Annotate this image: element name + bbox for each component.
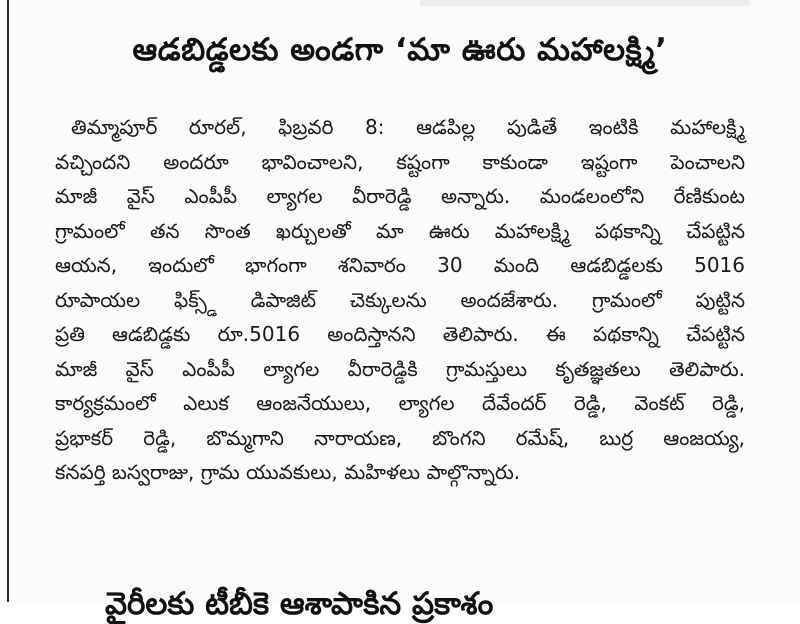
next-article-headline-text: వైరీలకు టీబీకె ఆశాపాకిన ప్రకాశం bbox=[105, 586, 494, 622]
body-line: మాజీ వైస్ ఎంపీపీ ల్యాగల వీరారెడ్డి అన్నారు. మండలంలోని రేణికుంట bbox=[55, 184, 745, 208]
body-line: వచ్చిందని అందరూ భావించాలని, కష్టంగా కాకుండా ఇష్టంగా పెంచాలని bbox=[55, 149, 745, 174]
body-line: ప్రతి ఆడబిడ్డకు రూ.5016 అందిస్తానని తెలిపారు. ఈ పథకాన్ని చేపట్టిన bbox=[55, 322, 745, 346]
body-line: కనపర్తి బస్వరాజు, గ్రామ యువకులు, మహిళలు పాల్గొన్నారు. bbox=[55, 460, 521, 484]
column-divider bbox=[7, 0, 9, 602]
body-line: తిమ్మాపూర్ రూరల్, ఫిబ్రవరి 8: ఆడపిల్ల పుడితే ఇంటికి మహాలక్ష్మి bbox=[71, 115, 745, 139]
previous-article-edge bbox=[420, 0, 750, 6]
next-article-headline bbox=[105, 578, 665, 622]
body-line: కార్యక్రమంలో ఎలుక ఆంజనేయులు, ల్యాగల దేవేందర్ రెడ్డి, వెంకట్ రెడ్డి, bbox=[55, 391, 745, 415]
article-body bbox=[55, 110, 745, 490]
body-line: రూపాయల ఫిక్స్డ్ డిపాజిట్ చెక్కులను అందజేశారు. గ్రామంలో పుట్టిన bbox=[55, 287, 745, 312]
body-line: గ్రామంలో తన సొంత ఖర్చులతో మా ఊరు మహాలక్ష్మి పథకాన్ని చేపట్టిన bbox=[55, 218, 745, 243]
body-line: ప్రభాకర్ రెడ్డి, బొమ్మగాని నారాయణ, బొంగని రమేష్, బుర్ర ఆంజయ్య, bbox=[55, 425, 745, 450]
body-line: మాజీ వైస్ ఎంపీపీ ల్యాగల వీరారెడ్డికి గ్రామస్తులు కృతజ్ఞతలు తెలిపారు. bbox=[55, 356, 745, 381]
body-line: ఆయన, ఇందులో భాగంగా శనివారం 30 మంది ఆడబిడ్డలకు 5016 bbox=[55, 253, 745, 277]
article-headline: ఆడబిడ్డలకు అండగా ‘మా ఊరు మహాలక్ష్మి’ bbox=[132, 32, 668, 68]
